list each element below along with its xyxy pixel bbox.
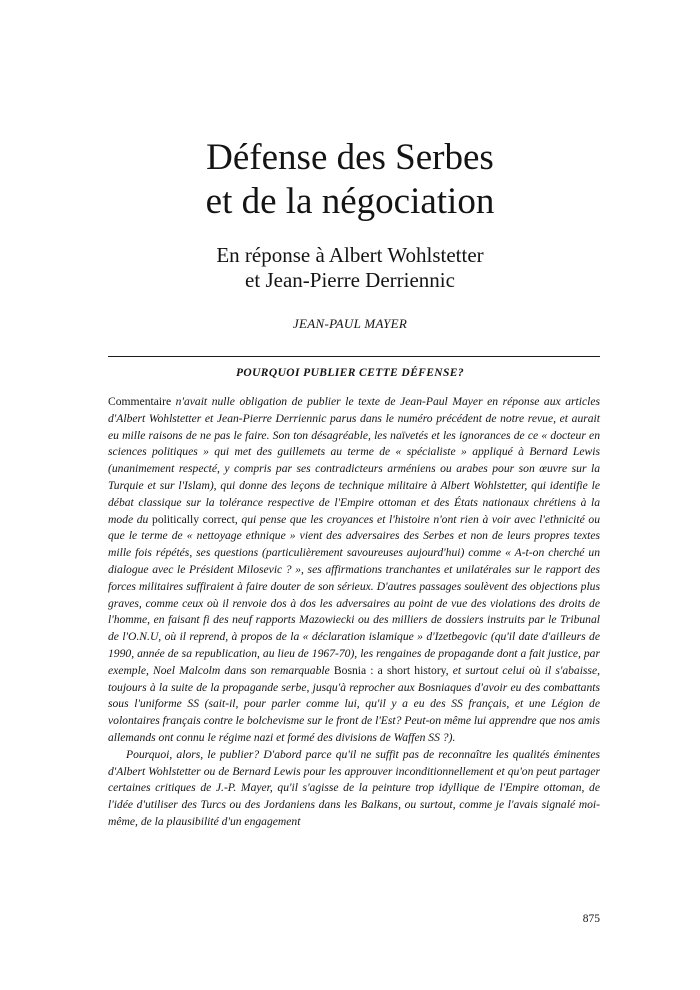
subtitle-line-1: En réponse à Albert Wohlstetter — [216, 243, 484, 267]
p1-segment-2: n'avait nulle obligation de publier le texte de Jean-Paul Mayer en réponse aux articles d'Albert Wohlstetter et Jean-Pierre Derriennic parus dans le numéro précédent de notre revue, et aurait eu mille raisons de ne pas le faire. Son ton désagréable, les naïvetés et les ignorances de ce « docteur en sciences politiques » qui met des guillemets au terme de « spécialiste » appliqué à Bernard Lewis (unanimement respecté, y compris par ses contradicteurs arméniens ou arabes pour son œuvre sur la Turquie et sur l'Islam), qui donne des leçons de technique militaire à Albert Wohlstetter, qui identifie le débat classique sur la tolérance respective de l'Empire ottoman et des États nationaux chrétiens à la mode du — [108, 395, 600, 526]
page-number: 875 — [582, 913, 600, 925]
body-text — [108, 394, 600, 831]
journal-name: Commentaire — [108, 395, 172, 408]
section-divider — [108, 356, 600, 357]
paragraph-1 — [108, 394, 600, 747]
p1-segment-6: et surtout celui où il s'abaisse, toujours à la suite de la propagande serbe, jusqu'à reprocher aux Bosniaques d'avoir eu des combattants sous l'uniforme SS (sait-il, pour parler comme lui, qu'il y a eu des SS français, et une Légion de volontaires français contre le bolchevisme sur le front de l'Est? Peut-on même lui apprendre que nos amis allemands ont connu le régime nazi et formé des divisions de Waffen SS ?). — [108, 663, 600, 744]
p1-segment-4: qui pense que les croyances et l'histoire n'ont rien à voir avec l'ethnicité ou que le terme de « nettoyage ethnique » vient des adversaires des Serbes et non de leurs propres textes mille fois répétés, ses questions (particulièrement savoureuses aujourd'hui) comme « A-t-on cherché un dialogue avec le Président Milosevic ? », ses affirmations tranchantes et unilatérales sur le rapport des forces militaires suffiraient à faire douter de son sérieux. D'autres passages soulèvent des objections plus graves, comme ceux où il renvoie dos à dos les adversaires au point de vue des violations des droits de l'homme, en faisant fi des neuf rapports Mazowiecki ou des milliers de dossiers instruits par le Tribunal de l'O.N.U, où il reprend, à propos de la « déclaration islamique » d'Izetbegovic (qu'il date d'ailleurs de 1990, année de sa republication, au lieu de 1967-70), les rengaines de propagande dont a fait justice, par exemple, Noel Malcolm dans son remarquable — [108, 512, 600, 677]
paragraph-2: Pourquoi, alors, le publier? D'abord parce qu'il ne suffit pas de reconnaître les qualités éminentes d'Albert Wohlstetter ou de Bernard Lewis pour les approuver inconditionnellement et qu'on peut partager certaines critiques de J.-P. Mayer, qu'il s'agisse de la peinture trop idyllique de l'Empire ottoman, de l'idée d'utiliser des Turcs ou des Jordaniens dans les Balkans, ou surtout, comme je l'avais signalé moi-même, de la plausibilité d'un engagement — [108, 747, 600, 828]
title-line-1: Défense des Serbes — [206, 137, 494, 178]
book-title: Bosnia : a short history, — [333, 663, 449, 677]
author-name: JEAN-PAUL MAYER — [292, 316, 408, 331]
p1-segment-3: politically correct, — [152, 512, 238, 526]
title-line-2: et de la négociation — [205, 181, 495, 222]
subtitle-line-2: et Jean-Pierre Derriennic — [245, 268, 455, 292]
section-heading: POURQUOI PUBLIER CETTE DÉFENSE? — [235, 367, 465, 379]
